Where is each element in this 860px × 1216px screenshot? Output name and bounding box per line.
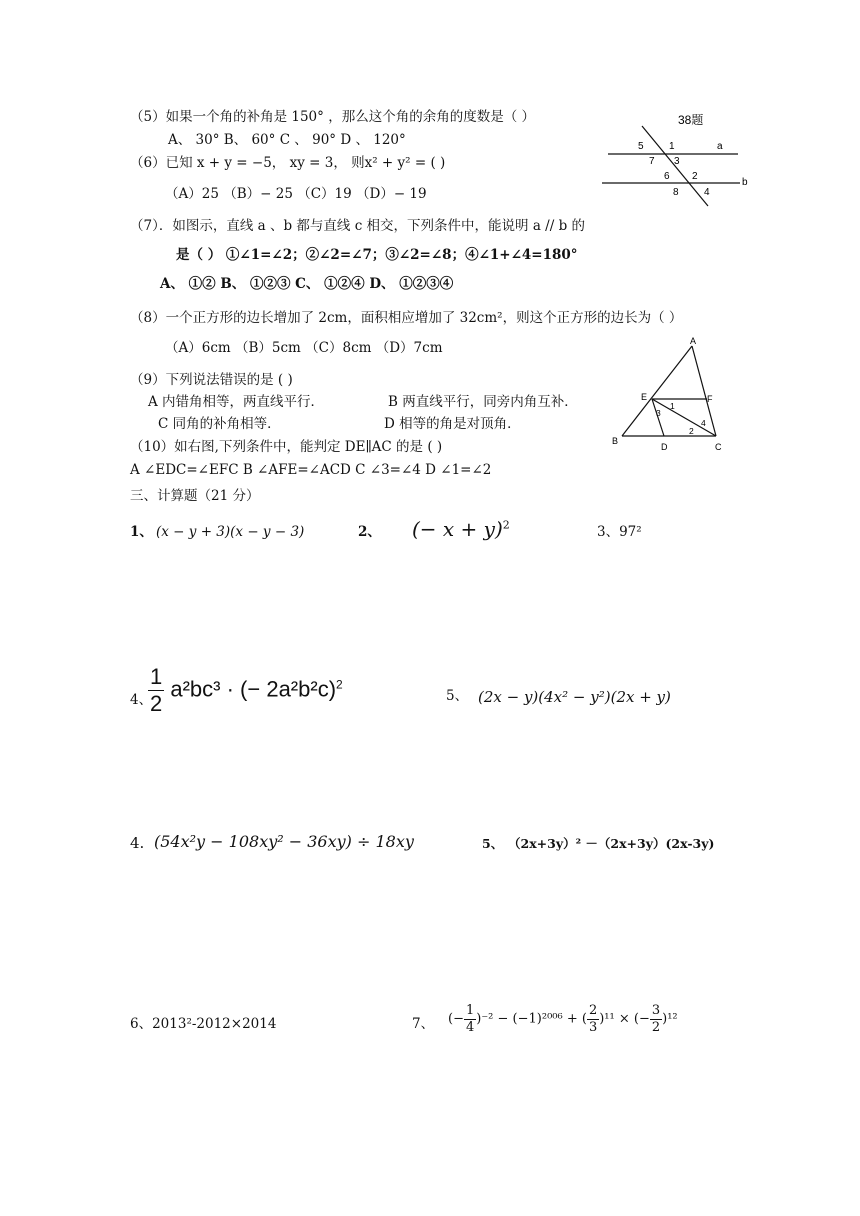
angle-label-8: 8: [673, 187, 679, 198]
angle-label-2: 2: [689, 426, 694, 436]
calc-9-label: 7、: [412, 1016, 435, 1032]
calc-9-part-f: )¹²: [662, 1011, 678, 1027]
calc-6-label: 4.: [130, 834, 145, 852]
calc-9-frac-e-den: 2: [651, 1019, 661, 1035]
calc-5-expression: (2x − y)(4x² − y²)(2x + y): [478, 688, 671, 706]
calc-9-frac-a-num: 1: [465, 1003, 475, 1018]
angle-label-4: 4: [701, 418, 706, 428]
angle-label-6: 6: [664, 171, 670, 182]
q6-question: （6）已知 x + y = −5， xy = 3， 则x² + y² = ( ): [130, 155, 446, 171]
calc-2-expression: [412, 517, 510, 541]
q8-question: （8）一个正方形的边长增加了 2cm，面积相应增加了 32cm²，则这个正方形的边长为（ ）: [130, 310, 683, 326]
calc-4-numerator: 1: [148, 664, 164, 691]
figure-38-title: 38题: [678, 113, 704, 127]
vertex-label-b: B: [612, 436, 619, 446]
calc-1-label: 1、: [130, 524, 153, 540]
line-label-b: b: [742, 177, 748, 188]
side-ab: [622, 346, 692, 436]
calc-1-expression: (x − y + 3)(x − y − 3): [156, 524, 305, 540]
calc-7-label: 5、: [482, 836, 504, 851]
line-label-a: a: [717, 141, 723, 152]
calc-6-expression: (54x²y − 108xy² − 36xy) ÷ 18xy: [154, 832, 414, 851]
q9-question: （9）下列说法错误的是 ( ): [130, 372, 293, 388]
vertex-label-f: F: [707, 394, 713, 404]
q6-options: （A）25 （B）− 25 （C）19 （D）− 19: [165, 186, 427, 202]
vertex-label-c: C: [715, 442, 722, 452]
calc-4-body: a²bc³ · (− 2a²b²c): [170, 676, 337, 702]
calc-9-frac-e-num: 3: [651, 1003, 661, 1018]
calc-9-part-d: )¹¹ × (−: [599, 1011, 650, 1027]
calc-9-frac-c-den: 3: [588, 1019, 598, 1035]
angle-label-1: 1: [670, 401, 675, 411]
calc-9-part-b: )⁻² − (−1)²⁰⁰⁶ + (: [476, 1011, 587, 1027]
q8-options: （A）6cm （B）5cm （C）8cm （D）7cm: [165, 340, 443, 356]
q5-question: （5）如果一个角的补角是 150° ，那么这个角的余角的度数是（ ）: [130, 109, 535, 125]
q9-option-a: A 内错角相等，两直线平行．: [148, 394, 325, 410]
vertex-label-d: D: [661, 442, 668, 452]
q10-question: （10）如右图,下列条件中，能判定 DE∥AC 的是 ( ): [130, 439, 443, 455]
angle-label-4: 4: [704, 187, 710, 198]
calc-3-label: 3、97²: [597, 524, 642, 540]
angle-label-5: 5: [638, 141, 644, 152]
calc-4-denominator: 2: [150, 691, 163, 717]
calc-2-label: 2、: [358, 524, 381, 540]
parallel-lines-figure: [600, 104, 760, 214]
angle-label-1: 1: [669, 141, 675, 152]
calc-9-frac-e: [650, 1003, 662, 1035]
q7-options: A、 ①② B、 ①②③ C、 ①②④ D、 ①②③④: [160, 276, 454, 292]
q7-question-line1: （7）．如图示，直线 a 、b 都与直线 c 相交，下列条件中，能说明 a // b 的: [130, 218, 585, 234]
calc-7-expression: （2x+3y）² －（2x+3y）(2x-3y): [508, 836, 715, 851]
calc-9-frac-a-den: 4: [465, 1019, 475, 1035]
vertex-label-a: A: [690, 336, 697, 346]
q9-option-c: C 同角的补角相等．: [158, 416, 281, 432]
q5-options: A、 30° B、 60° C 、 90° D 、 120°: [168, 132, 406, 148]
q9-option-b: B 两直线平行，同旁内角互补．: [388, 394, 578, 410]
calc-4-exponent: 2: [336, 677, 343, 692]
calc-2-exponent: 2: [502, 518, 510, 532]
calc-2-base: (− x + y): [412, 517, 503, 541]
calc-4-label: 4、: [130, 692, 153, 708]
calc-8-label: 6、2013²-2012×2014: [130, 1016, 277, 1032]
calc-9-expression: (− $\frac{1}{4}$ )⁻² − (−1)²⁰⁰⁶ + ( $\frac{2}{3}$ )¹¹ × (− $\frac{3}{2}$ )¹²: [448, 1003, 678, 1035]
q7-question-line2: 是（ ） ①∠1=∠2；②∠2=∠7；③∠2=∠8；④∠1+∠4=180°: [176, 247, 578, 263]
calc-9-frac-c-num: 2: [588, 1003, 598, 1018]
calc-4-fraction: [148, 664, 164, 718]
angle-label-3: 3: [674, 156, 680, 167]
section-heading: 三、计算题（21 分）: [130, 488, 260, 504]
angle-label-7: 7: [649, 156, 655, 167]
q10-options: A ∠EDC=∠EFC B ∠AFE=∠ACD C ∠3=∠4 D ∠1=∠2: [130, 462, 492, 478]
calc-9-frac-a: [464, 1003, 476, 1035]
calc-4-expression: [148, 664, 343, 718]
calc-5-label: 5、: [446, 688, 469, 704]
calc-9-frac-c: [587, 1003, 599, 1035]
vertex-label-e: E: [641, 392, 648, 402]
triangle-figure: [608, 334, 734, 458]
angle-label-2: 2: [692, 171, 698, 182]
q9-option-d: D 相等的角是对顶角．: [384, 416, 521, 432]
angle-label-3: 3: [656, 408, 661, 418]
